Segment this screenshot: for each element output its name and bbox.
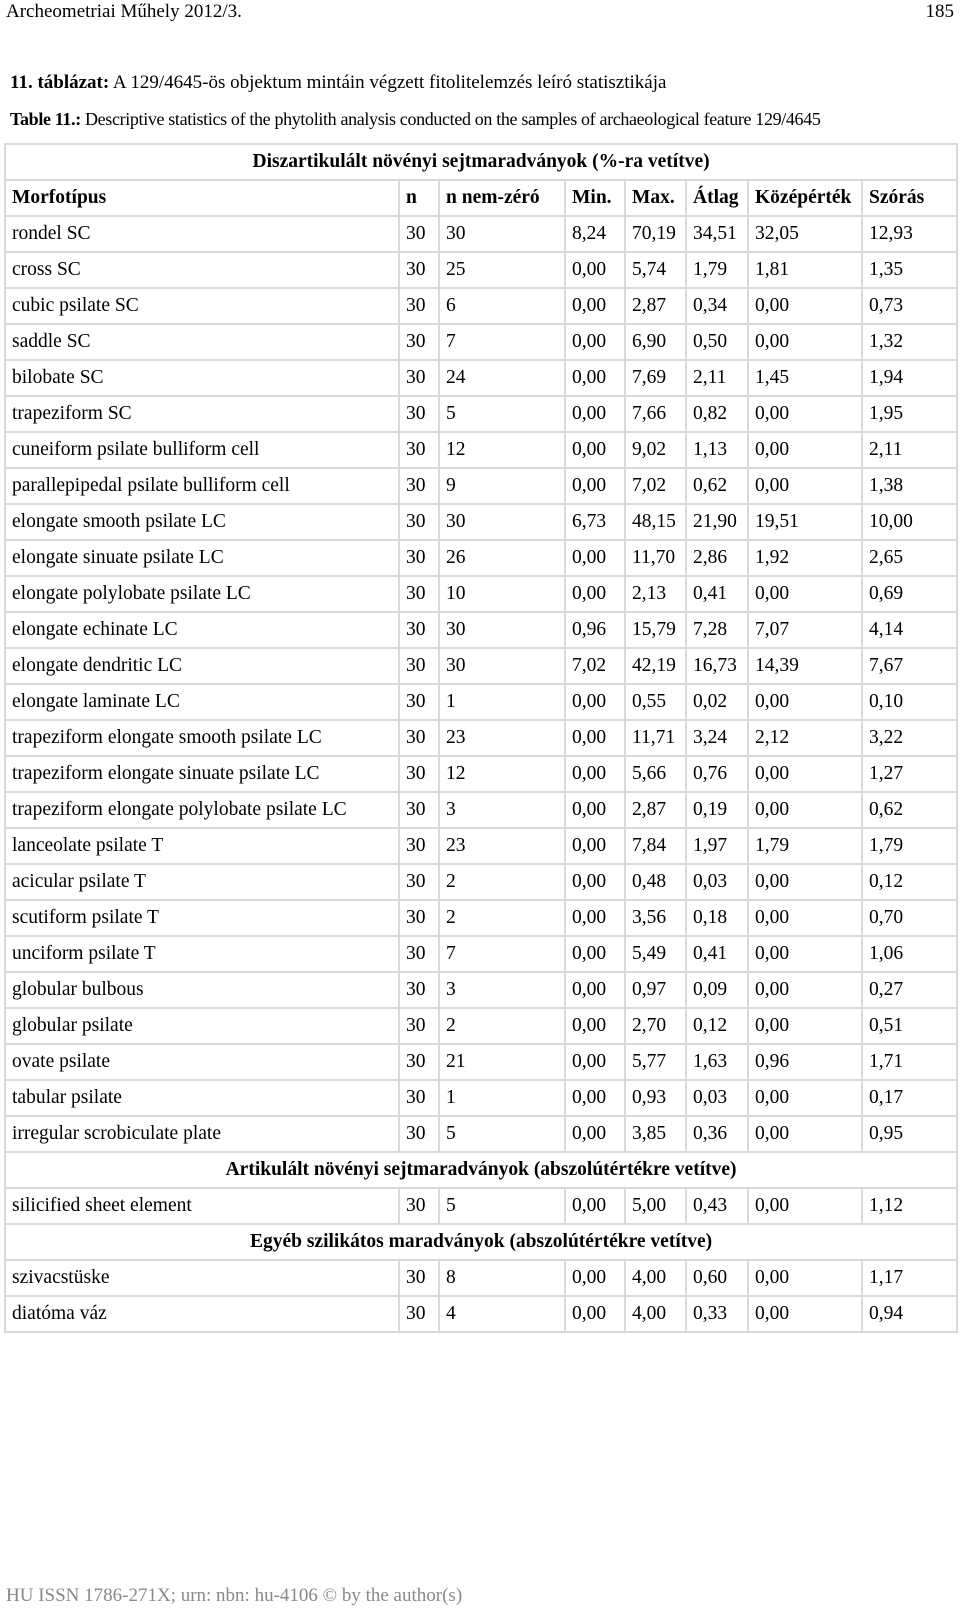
cell-sd: 4,14 bbox=[862, 612, 957, 648]
cell-max: 2,70 bbox=[625, 1008, 686, 1044]
table-row bbox=[5, 828, 957, 864]
cell-n-nonzero: 5 bbox=[439, 1188, 565, 1224]
cell-min: 0,00 bbox=[565, 324, 625, 360]
cell-max: 7,84 bbox=[625, 828, 686, 864]
cell-n: 30 bbox=[399, 900, 439, 936]
cell-n: 30 bbox=[399, 396, 439, 432]
cell-max: 5,00 bbox=[625, 1188, 686, 1224]
cell-sd: 1,79 bbox=[862, 828, 957, 864]
cell-morphotype: elongate laminate LC bbox=[5, 684, 399, 720]
cell-sd: 0,94 bbox=[862, 1296, 957, 1332]
cell-n: 30 bbox=[399, 612, 439, 648]
cell-n: 30 bbox=[399, 1008, 439, 1044]
cell-max: 5,66 bbox=[625, 756, 686, 792]
table-row bbox=[5, 360, 957, 396]
table-row bbox=[5, 900, 957, 936]
cell-n-nonzero: 4 bbox=[439, 1296, 565, 1332]
cell-morphotype: szivacstüske bbox=[5, 1260, 399, 1296]
cell-n-nonzero: 3 bbox=[439, 972, 565, 1008]
table-row bbox=[5, 1080, 957, 1116]
cell-median: 0,00 bbox=[748, 1260, 862, 1296]
column-header-row bbox=[5, 180, 957, 216]
cell-max: 11,71 bbox=[625, 720, 686, 756]
cell-morphotype: rondel SC bbox=[5, 216, 399, 252]
cell-mean: 0,02 bbox=[686, 684, 748, 720]
cell-n: 30 bbox=[399, 828, 439, 864]
cell-sd: 1,38 bbox=[862, 468, 957, 504]
table-row bbox=[5, 972, 957, 1008]
cell-max: 2,87 bbox=[625, 792, 686, 828]
cell-mean: 0,60 bbox=[686, 1260, 748, 1296]
cell-min: 0,00 bbox=[565, 396, 625, 432]
column-header-n: n bbox=[399, 180, 439, 216]
cell-median: 1,45 bbox=[748, 360, 862, 396]
cell-n: 30 bbox=[399, 756, 439, 792]
cell-max: 6,90 bbox=[625, 324, 686, 360]
cell-mean: 7,28 bbox=[686, 612, 748, 648]
cell-n: 30 bbox=[399, 1296, 439, 1332]
cell-median: 0,00 bbox=[748, 936, 862, 972]
cell-morphotype: ovate psilate bbox=[5, 1044, 399, 1080]
page-number: 185 bbox=[925, 1, 954, 22]
cell-n-nonzero: 1 bbox=[439, 684, 565, 720]
table-row bbox=[5, 1116, 957, 1152]
column-header-median: Középérték bbox=[748, 180, 862, 216]
table-row bbox=[5, 1044, 957, 1080]
caption-text-hu: A 129/4645-ös objektum mintáin végzett fitolitelemzés leíró statisztikája bbox=[109, 72, 667, 93]
table-row bbox=[5, 1188, 957, 1224]
cell-median: 0,00 bbox=[748, 756, 862, 792]
group-header-row bbox=[5, 144, 957, 180]
cell-max: 4,00 bbox=[625, 1260, 686, 1296]
table-row bbox=[5, 504, 957, 540]
table-row bbox=[5, 468, 957, 504]
cell-median: 0,00 bbox=[748, 1188, 862, 1224]
cell-n: 30 bbox=[399, 720, 439, 756]
cell-max: 15,79 bbox=[625, 612, 686, 648]
cell-min: 0,00 bbox=[565, 432, 625, 468]
table-row bbox=[5, 1008, 957, 1044]
cell-median: 0,00 bbox=[748, 432, 862, 468]
cell-mean: 0,34 bbox=[686, 288, 748, 324]
cell-sd: 1,06 bbox=[862, 936, 957, 972]
cell-sd: 1,95 bbox=[862, 396, 957, 432]
cell-morphotype: trapeziform elongate sinuate psilate LC bbox=[5, 756, 399, 792]
cell-n-nonzero: 12 bbox=[439, 432, 565, 468]
cell-min: 0,00 bbox=[565, 1080, 625, 1116]
column-header-morphotype: Morfotípus bbox=[5, 180, 399, 216]
cell-n-nonzero: 10 bbox=[439, 576, 565, 612]
group-title: Diszartikulált növényi sejtmaradványok (%-ra vetítve) bbox=[5, 144, 957, 180]
cell-mean: 0,76 bbox=[686, 756, 748, 792]
cell-max: 3,56 bbox=[625, 900, 686, 936]
cell-mean: 0,62 bbox=[686, 468, 748, 504]
cell-n-nonzero: 2 bbox=[439, 900, 565, 936]
cell-n-nonzero: 5 bbox=[439, 1116, 565, 1152]
cell-min: 0,00 bbox=[565, 792, 625, 828]
cell-max: 7,69 bbox=[625, 360, 686, 396]
column-header-mean: Átlag bbox=[686, 180, 748, 216]
cell-mean: 0,12 bbox=[686, 1008, 748, 1044]
cell-n: 30 bbox=[399, 468, 439, 504]
cell-mean: 0,18 bbox=[686, 900, 748, 936]
cell-median: 0,00 bbox=[748, 1296, 862, 1332]
cell-n: 30 bbox=[399, 792, 439, 828]
cell-min: 0,00 bbox=[565, 720, 625, 756]
cell-mean: 2,11 bbox=[686, 360, 748, 396]
cell-n-nonzero: 26 bbox=[439, 540, 565, 576]
cell-n-nonzero: 7 bbox=[439, 936, 565, 972]
cell-median: 0,00 bbox=[748, 468, 862, 504]
cell-morphotype: cuneiform psilate bulliform cell bbox=[5, 432, 399, 468]
cell-n-nonzero: 5 bbox=[439, 396, 565, 432]
group-header-row bbox=[5, 1224, 957, 1260]
cell-morphotype: trapeziform elongate smooth psilate LC bbox=[5, 720, 399, 756]
cell-sd: 1,32 bbox=[862, 324, 957, 360]
table-row bbox=[5, 432, 957, 468]
cell-max: 2,87 bbox=[625, 288, 686, 324]
cell-mean: 0,03 bbox=[686, 1080, 748, 1116]
cell-min: 0,00 bbox=[565, 252, 625, 288]
cell-n-nonzero: 23 bbox=[439, 828, 565, 864]
cell-sd: 2,65 bbox=[862, 540, 957, 576]
cell-n-nonzero: 30 bbox=[439, 648, 565, 684]
cell-median: 2,12 bbox=[748, 720, 862, 756]
column-header-max: Max. bbox=[625, 180, 686, 216]
cell-n: 30 bbox=[399, 288, 439, 324]
cell-n: 30 bbox=[399, 1116, 439, 1152]
table-row bbox=[5, 864, 957, 900]
cell-sd: 0,70 bbox=[862, 900, 957, 936]
table-row bbox=[5, 540, 957, 576]
cell-mean: 0,41 bbox=[686, 936, 748, 972]
cell-mean: 0,82 bbox=[686, 396, 748, 432]
cell-max: 0,48 bbox=[625, 864, 686, 900]
cell-median: 0,00 bbox=[748, 396, 862, 432]
table-row bbox=[5, 792, 957, 828]
cell-morphotype: globular psilate bbox=[5, 1008, 399, 1044]
cell-n: 30 bbox=[399, 864, 439, 900]
table-row bbox=[5, 648, 957, 684]
cell-sd: 0,95 bbox=[862, 1116, 957, 1152]
table-caption-hungarian bbox=[10, 71, 666, 95]
cell-morphotype: unciform psilate T bbox=[5, 936, 399, 972]
table-row bbox=[5, 216, 957, 252]
cell-morphotype: parallepipedal psilate bulliform cell bbox=[5, 468, 399, 504]
cell-median: 0,00 bbox=[748, 792, 862, 828]
cell-median: 0,00 bbox=[748, 324, 862, 360]
cell-n-nonzero: 30 bbox=[439, 504, 565, 540]
cell-min: 0,00 bbox=[565, 540, 625, 576]
table-row bbox=[5, 252, 957, 288]
statistics-table bbox=[4, 143, 958, 1333]
cell-min: 0,00 bbox=[565, 684, 625, 720]
cell-max: 48,15 bbox=[625, 504, 686, 540]
cell-median: 0,96 bbox=[748, 1044, 862, 1080]
cell-mean: 0,50 bbox=[686, 324, 748, 360]
caption-text-en: Descriptive statistics of the phytolith analysis conducted on the samples of archaeological feature 129/4645 bbox=[80, 109, 821, 129]
cell-max: 0,93 bbox=[625, 1080, 686, 1116]
cell-n-nonzero: 6 bbox=[439, 288, 565, 324]
cell-mean: 0,43 bbox=[686, 1188, 748, 1224]
cell-sd: 0,10 bbox=[862, 684, 957, 720]
cell-n: 30 bbox=[399, 684, 439, 720]
cell-max: 3,85 bbox=[625, 1116, 686, 1152]
table-caption-english bbox=[10, 107, 821, 131]
cell-morphotype: trapeziform SC bbox=[5, 396, 399, 432]
cell-min: 0,00 bbox=[565, 1008, 625, 1044]
cell-max: 5,49 bbox=[625, 936, 686, 972]
cell-n: 30 bbox=[399, 576, 439, 612]
cell-median: 1,92 bbox=[748, 540, 862, 576]
cell-n-nonzero: 21 bbox=[439, 1044, 565, 1080]
cell-sd: 1,27 bbox=[862, 756, 957, 792]
cell-morphotype: saddle SC bbox=[5, 324, 399, 360]
cell-morphotype: elongate smooth psilate LC bbox=[5, 504, 399, 540]
cell-max: 11,70 bbox=[625, 540, 686, 576]
cell-median: 0,00 bbox=[748, 1080, 862, 1116]
group-title: Egyéb szilikátos maradványok (abszolútértékre vetítve) bbox=[5, 1224, 957, 1260]
cell-max: 9,02 bbox=[625, 432, 686, 468]
cell-max: 0,97 bbox=[625, 972, 686, 1008]
cell-n: 30 bbox=[399, 432, 439, 468]
cell-median: 0,00 bbox=[748, 864, 862, 900]
cell-min: 0,00 bbox=[565, 1188, 625, 1224]
cell-n-nonzero: 23 bbox=[439, 720, 565, 756]
cell-n-nonzero: 25 bbox=[439, 252, 565, 288]
table-row bbox=[5, 756, 957, 792]
cell-sd: 2,11 bbox=[862, 432, 957, 468]
cell-n-nonzero: 2 bbox=[439, 864, 565, 900]
cell-sd: 1,17 bbox=[862, 1260, 957, 1296]
cell-morphotype: elongate sinuate psilate LC bbox=[5, 540, 399, 576]
cell-n: 30 bbox=[399, 504, 439, 540]
cell-n: 30 bbox=[399, 1080, 439, 1116]
cell-mean: 1,13 bbox=[686, 432, 748, 468]
cell-sd: 0,17 bbox=[862, 1080, 957, 1116]
journal-title: Archeometriai Műhely 2012/3. bbox=[6, 1, 242, 22]
cell-min: 0,00 bbox=[565, 1044, 625, 1080]
table-row bbox=[5, 936, 957, 972]
column-header-sd: Szórás bbox=[862, 180, 957, 216]
cell-min: 0,00 bbox=[565, 900, 625, 936]
group-header-row bbox=[5, 1152, 957, 1188]
cell-median: 0,00 bbox=[748, 288, 862, 324]
column-header-n-nonzero: n nem-zéró bbox=[439, 180, 565, 216]
cell-median: 0,00 bbox=[748, 1116, 862, 1152]
table-row bbox=[5, 288, 957, 324]
cell-median: 0,00 bbox=[748, 576, 862, 612]
cell-morphotype: lanceolate psilate T bbox=[5, 828, 399, 864]
cell-n-nonzero: 1 bbox=[439, 1080, 565, 1116]
cell-n: 30 bbox=[399, 540, 439, 576]
column-header-min: Min. bbox=[565, 180, 625, 216]
cell-morphotype: elongate dendritic LC bbox=[5, 648, 399, 684]
cell-mean: 0,41 bbox=[686, 576, 748, 612]
cell-min: 0,00 bbox=[565, 828, 625, 864]
cell-n-nonzero: 30 bbox=[439, 216, 565, 252]
cell-morphotype: cubic psilate SC bbox=[5, 288, 399, 324]
cell-min: 0,00 bbox=[565, 576, 625, 612]
table-row bbox=[5, 324, 957, 360]
table-row bbox=[5, 396, 957, 432]
cell-min: 6,73 bbox=[565, 504, 625, 540]
cell-min: 0,00 bbox=[565, 972, 625, 1008]
caption-label-hu: 11. táblázat: bbox=[10, 72, 110, 93]
cell-min: 0,00 bbox=[565, 360, 625, 396]
cell-sd: 7,67 bbox=[862, 648, 957, 684]
cell-morphotype: tabular psilate bbox=[5, 1080, 399, 1116]
cell-sd: 12,93 bbox=[862, 216, 957, 252]
cell-n-nonzero: 7 bbox=[439, 324, 565, 360]
table-row bbox=[5, 576, 957, 612]
cell-mean: 1,63 bbox=[686, 1044, 748, 1080]
cell-mean: 1,79 bbox=[686, 252, 748, 288]
cell-n-nonzero: 30 bbox=[439, 612, 565, 648]
cell-median: 7,07 bbox=[748, 612, 862, 648]
cell-min: 0,00 bbox=[565, 1116, 625, 1152]
cell-morphotype: scutiform psilate T bbox=[5, 900, 399, 936]
cell-min: 0,00 bbox=[565, 864, 625, 900]
cell-morphotype: trapeziform elongate polylobate psilate LC bbox=[5, 792, 399, 828]
cell-n-nonzero: 2 bbox=[439, 1008, 565, 1044]
cell-max: 7,66 bbox=[625, 396, 686, 432]
cell-n: 30 bbox=[399, 252, 439, 288]
cell-min: 0,00 bbox=[565, 1296, 625, 1332]
cell-max: 2,13 bbox=[625, 576, 686, 612]
cell-mean: 0,19 bbox=[686, 792, 748, 828]
cell-min: 0,96 bbox=[565, 612, 625, 648]
cell-median: 1,79 bbox=[748, 828, 862, 864]
cell-mean: 21,90 bbox=[686, 504, 748, 540]
cell-mean: 34,51 bbox=[686, 216, 748, 252]
cell-min: 8,24 bbox=[565, 216, 625, 252]
cell-min: 7,02 bbox=[565, 648, 625, 684]
table-row bbox=[5, 612, 957, 648]
cell-median: 0,00 bbox=[748, 972, 862, 1008]
cell-max: 4,00 bbox=[625, 1296, 686, 1332]
cell-max: 5,74 bbox=[625, 252, 686, 288]
cell-sd: 1,12 bbox=[862, 1188, 957, 1224]
cell-sd: 1,94 bbox=[862, 360, 957, 396]
cell-mean: 0,03 bbox=[686, 864, 748, 900]
cell-min: 0,00 bbox=[565, 936, 625, 972]
cell-n-nonzero: 9 bbox=[439, 468, 565, 504]
cell-morphotype: silicified sheet element bbox=[5, 1188, 399, 1224]
cell-n: 30 bbox=[399, 648, 439, 684]
cell-n: 30 bbox=[399, 1260, 439, 1296]
cell-n: 30 bbox=[399, 1188, 439, 1224]
cell-mean: 2,86 bbox=[686, 540, 748, 576]
footer-issn: HU ISSN 1786-271X; urn: nbn: hu-4106 © by the author(s) bbox=[6, 1585, 463, 1606]
cell-n-nonzero: 8 bbox=[439, 1260, 565, 1296]
cell-sd: 0,51 bbox=[862, 1008, 957, 1044]
table-row bbox=[5, 684, 957, 720]
page-header bbox=[0, 0, 960, 28]
cell-n: 30 bbox=[399, 972, 439, 1008]
cell-median: 32,05 bbox=[748, 216, 862, 252]
cell-sd: 0,73 bbox=[862, 288, 957, 324]
cell-sd: 0,69 bbox=[862, 576, 957, 612]
table-row bbox=[5, 1296, 957, 1332]
cell-n-nonzero: 3 bbox=[439, 792, 565, 828]
cell-mean: 3,24 bbox=[686, 720, 748, 756]
cell-morphotype: bilobate SC bbox=[5, 360, 399, 396]
cell-morphotype: cross SC bbox=[5, 252, 399, 288]
cell-median: 1,81 bbox=[748, 252, 862, 288]
cell-max: 70,19 bbox=[625, 216, 686, 252]
caption-label-en: Table 11.: bbox=[10, 109, 81, 129]
cell-morphotype: globular bulbous bbox=[5, 972, 399, 1008]
cell-n: 30 bbox=[399, 1044, 439, 1080]
cell-sd: 0,12 bbox=[862, 864, 957, 900]
cell-mean: 0,36 bbox=[686, 1116, 748, 1152]
cell-n-nonzero: 24 bbox=[439, 360, 565, 396]
cell-sd: 0,62 bbox=[862, 792, 957, 828]
cell-min: 0,00 bbox=[565, 288, 625, 324]
cell-morphotype: elongate polylobate psilate LC bbox=[5, 576, 399, 612]
cell-min: 0,00 bbox=[565, 1260, 625, 1296]
cell-morphotype: diatóma váz bbox=[5, 1296, 399, 1332]
cell-n: 30 bbox=[399, 324, 439, 360]
cell-n-nonzero: 12 bbox=[439, 756, 565, 792]
cell-max: 5,77 bbox=[625, 1044, 686, 1080]
cell-sd: 10,00 bbox=[862, 504, 957, 540]
cell-n: 30 bbox=[399, 216, 439, 252]
cell-max: 42,19 bbox=[625, 648, 686, 684]
cell-median: 0,00 bbox=[748, 684, 862, 720]
cell-mean: 1,97 bbox=[686, 828, 748, 864]
cell-n: 30 bbox=[399, 936, 439, 972]
cell-sd: 1,71 bbox=[862, 1044, 957, 1080]
cell-mean: 0,09 bbox=[686, 972, 748, 1008]
cell-max: 0,55 bbox=[625, 684, 686, 720]
cell-min: 0,00 bbox=[565, 468, 625, 504]
table-row bbox=[5, 720, 957, 756]
group-title: Artikulált növényi sejtmaradványok (abszolútértékre vetítve) bbox=[5, 1152, 957, 1188]
table-row bbox=[5, 1260, 957, 1296]
cell-morphotype: elongate echinate LC bbox=[5, 612, 399, 648]
cell-mean: 0,33 bbox=[686, 1296, 748, 1332]
cell-n: 30 bbox=[399, 360, 439, 396]
cell-mean: 16,73 bbox=[686, 648, 748, 684]
cell-max: 7,02 bbox=[625, 468, 686, 504]
cell-sd: 3,22 bbox=[862, 720, 957, 756]
cell-median: 0,00 bbox=[748, 900, 862, 936]
cell-median: 0,00 bbox=[748, 1008, 862, 1044]
cell-sd: 1,35 bbox=[862, 252, 957, 288]
cell-median: 19,51 bbox=[748, 504, 862, 540]
cell-morphotype: irregular scrobiculate plate bbox=[5, 1116, 399, 1152]
cell-morphotype: acicular psilate T bbox=[5, 864, 399, 900]
cell-min: 0,00 bbox=[565, 756, 625, 792]
cell-sd: 0,27 bbox=[862, 972, 957, 1008]
cell-median: 14,39 bbox=[748, 648, 862, 684]
